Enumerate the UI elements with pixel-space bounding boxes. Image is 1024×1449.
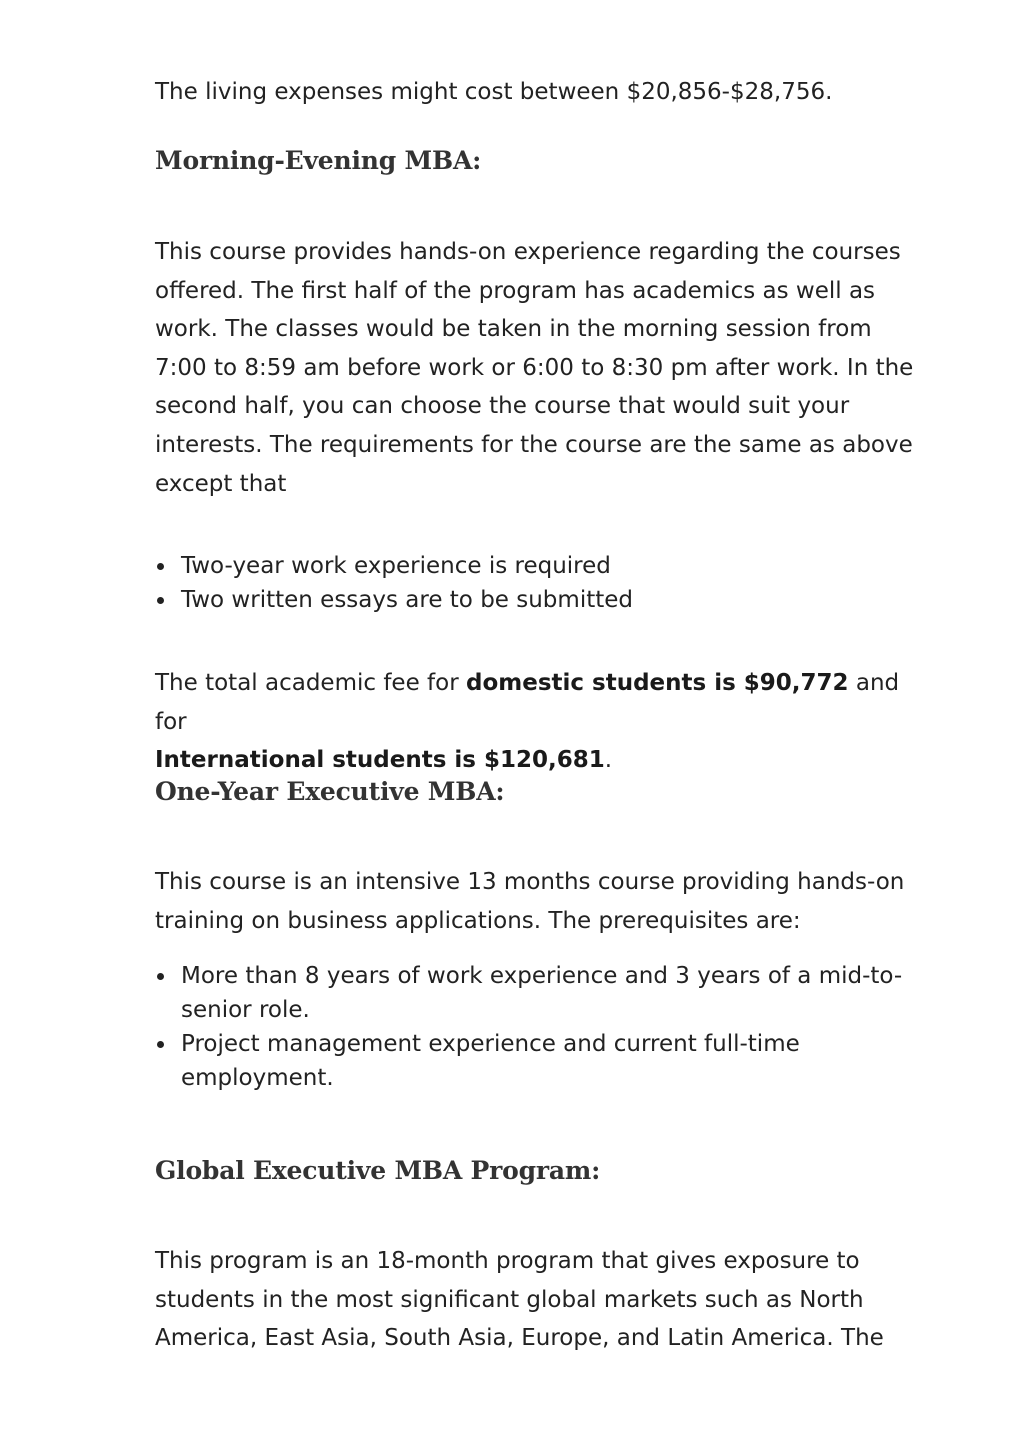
morning-evening-mba-description: This course provides hands-on experience regarding the courses offered. The first half of the program has academics as well as work. The classes would be taken in the morning session from 7:00 to 8:59 am before work or 6:00 to 8:30 pm after work. In the second half, you can choose the course that would suit your interests. The requirements for the course are the same as above except that (155, 239, 914, 497)
morning-evening-mba-heading: Morning-Evening MBA: (155, 146, 482, 175)
list-item: Project management experience and current full-time employment. (155, 1027, 915, 1095)
fee-middle: and for (155, 670, 900, 735)
one-year-executive-mba-heading: One-Year Executive MBA: (155, 777, 505, 806)
global-executive-mba-heading: Global Executive MBA Program: (155, 1156, 601, 1185)
morning-evening-requirements-list (155, 549, 633, 617)
global-executive-mba-description: This program is an 18-month program that gives exposure to students in the most significant global markets such as North America, East Asia, South Asia, Europe, and Latin America. The (155, 1248, 884, 1352)
international-fee: International students is $120,681 (155, 747, 605, 774)
list-item: Two-year work experience is required (155, 549, 633, 583)
one-year-prerequisites-list (155, 959, 915, 1095)
list-item: Two written essays are to be submitted (155, 583, 633, 617)
academic-fee-text (155, 664, 915, 780)
living-expenses-text: The living expenses might cost between $20,856-$28,756. (155, 79, 833, 105)
domestic-fee: domestic students is $90,772 (465, 670, 849, 696)
fee-suffix: . (604, 747, 613, 774)
list-item: More than 8 years of work experience and 3 years of a mid-to-senior role. (155, 959, 915, 1027)
fee-prefix: The total academic fee for (155, 670, 466, 696)
one-year-executive-mba-description: This course is an intensive 13 months course providing hands-on training on business applications. The prerequisites are: (155, 869, 905, 934)
